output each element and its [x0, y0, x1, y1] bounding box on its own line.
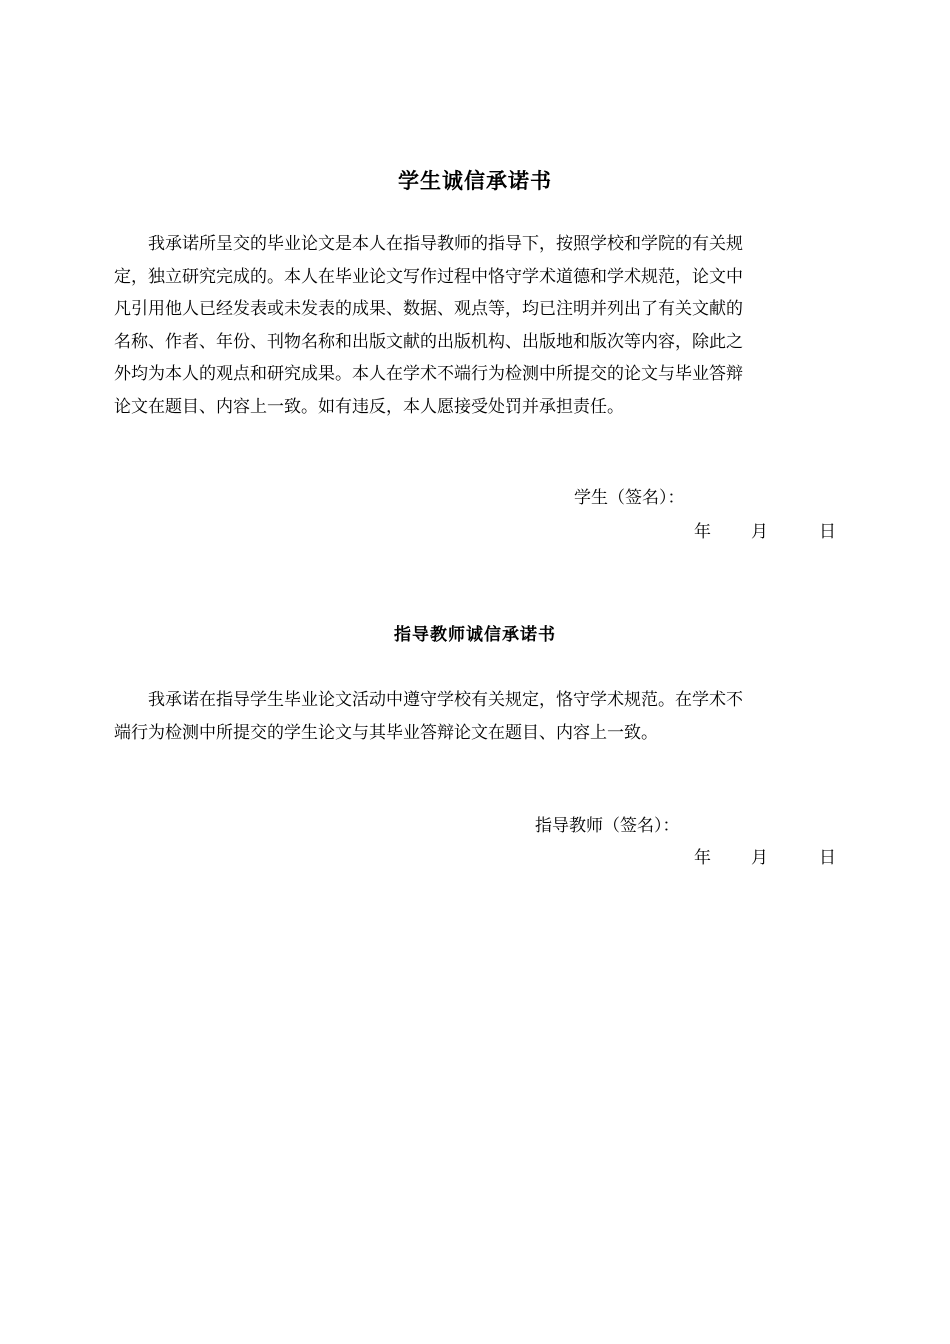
paragraph-line: 论文在题目、内容上一致。如有违反，本人愿接受处罚并承担责任。	[114, 396, 624, 417]
paragraph-line: 凡引用他人已经发表或未发表的成果、数据、观点等，均已注明并列出了有关文献的	[114, 299, 743, 319]
teacher-pledge-paragraph	[114, 684, 826, 749]
date-month-label: 月	[751, 522, 768, 542]
date-year-label: 年	[694, 848, 711, 868]
date-day-label: 日	[819, 522, 836, 542]
date-day-label: 日	[819, 848, 836, 868]
teacher-signature-label: 指导教师（签名）：	[535, 816, 680, 836]
student-pledge-title: 学生诚信承诺书	[398, 168, 552, 193]
paragraph-line: 我承诺所呈交的毕业论文是本人在指导教师的指导下，按照学校和学院的有关规	[114, 234, 743, 254]
paragraph-line: 外均为本人的观点和研究成果。本人在学术不端行为检测中所提交的论文与毕业答辩	[114, 364, 743, 384]
student-pledge-paragraph	[114, 228, 826, 423]
paragraph-line: 我承诺在指导学生毕业论文活动中遵守学校有关规定，恪守学术规范。在学术不	[114, 690, 743, 710]
student-date-line	[0, 520, 950, 544]
paragraph-line: 定，独立研究完成的。本人在毕业论文写作过程中恪守学术道德和学术规范，论文中	[114, 266, 743, 287]
teacher-pledge-title: 指导教师诚信承诺书	[394, 625, 556, 645]
teacher-date-line	[0, 846, 950, 870]
paragraph-line: 端行为检测中所提交的学生论文与其毕业答辩论文在题目、内容上一致。	[114, 722, 658, 743]
date-year-label: 年	[694, 522, 711, 542]
date-month-label: 月	[751, 848, 768, 868]
student-signature-label: 学生（签名）：	[574, 488, 685, 508]
paragraph-line: 名称、作者、年份、刊物名称和出版文献的出版机构、出版地和版次等内容，除此之	[114, 331, 743, 352]
